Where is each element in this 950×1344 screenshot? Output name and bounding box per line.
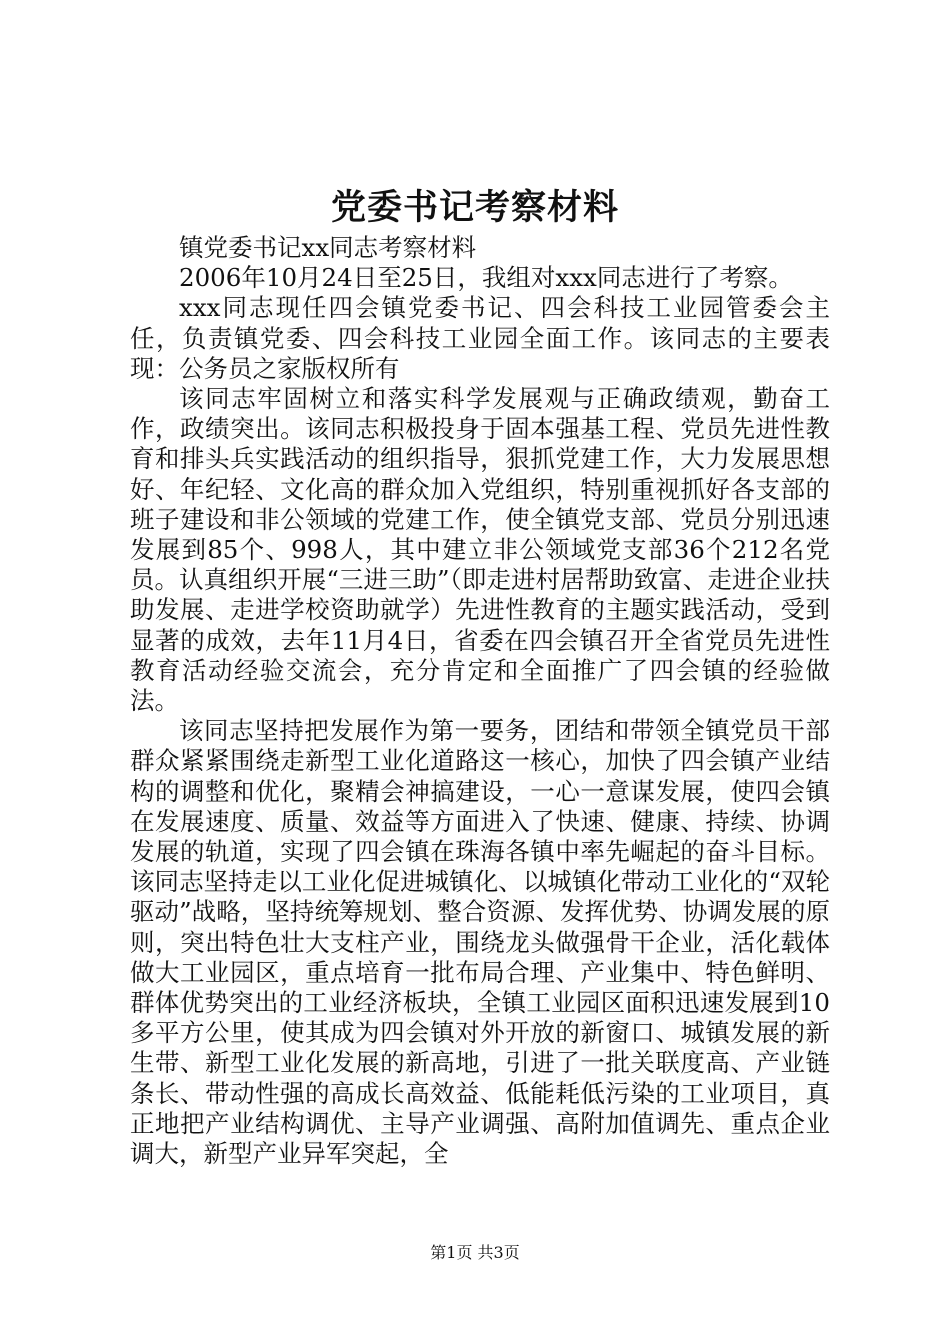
document-title: 党委书记考察材料 (330, 187, 619, 228)
paragraph-heading: 镇党委书记xx同志考察材料 (179, 233, 477, 262)
paragraph-party-building: 该同志牢固树立和落实科学发展观与正确政绩观，勤奋工作，政绩突出。该同志积极投身于固本强基工程、党员先进性教育和排头兵实践活动的组织指导，狠抓党建工作，大力发展思想好、年纪轻、文化高的群众加入党组织，特别重视抓好各支部的班子建设和非公领域的党建工作，使全镇党支部、党员分别迅速发展到85个、998人，其中建立非公领域党支部36个212名党员。认真组织开展“三进三助”（即走进村居帮助致富、走进企业扶助发展、走进学校资助就学）先进性教育的主题实践活动，受到显著的成效，去年11月4日，省委在四会镇召开全省党员先进性教育活动经验交流会，充分肯定和全面推广了四会镇的经验做法。 (130, 384, 830, 716)
paragraph-development: 该同志坚持把发展作为第一要务，团结和带领全镇党员干部群众紧紧围绕走新型工业化道路这一核心，加快了四会镇产业结构的调整和优化，聚精会神搞建设，一心一意谋发展，使四会镇在发展速度、质量、效益等方面进入了快速、健康、持续、协调发展的轨道，实现了四会镇在珠海各镇中率先崛起的奋斗目标。该同志坚持走以工业化促进城镇化、以城镇化带动工业化的“双轮驱动”战略，坚持统筹规划、整合资源、发挥优势、协调发展的原则，突出特色壮大支柱产业，围绕龙头做强骨干企业，活化载体做大工业园区，重点培育一批布局合理、产业集中、特色鲜明、群体优势突出的工业经济板块，全镇工业园区面积迅速发展到10多平方公里，使其成为四会镇对外开放的新窗口、城镇发展的新生带、新型工业化发展的新高地，引进了一批关联度高、产业链条长、带动性强的高成长高效益、低能耗低污染的工业项目，真正地把产业结构调优、主导产业调强、高附加值调先、重点企业调大，新型产业异军突起，全 (130, 716, 830, 1169)
paragraph-position: xxx同志现任四会镇党委书记、四会科技工业园管委会主任，负责镇党委、四会科技工业园全面工作。该同志的主要表现：公务员之家版权所有 (130, 293, 830, 383)
document-body (130, 233, 830, 1169)
paragraph-date: 2006年10月24日至25日，我组对xxx同志进行了考察。 (179, 263, 793, 293)
page-number-footer: 第1页 共3页 (430, 1243, 520, 1262)
